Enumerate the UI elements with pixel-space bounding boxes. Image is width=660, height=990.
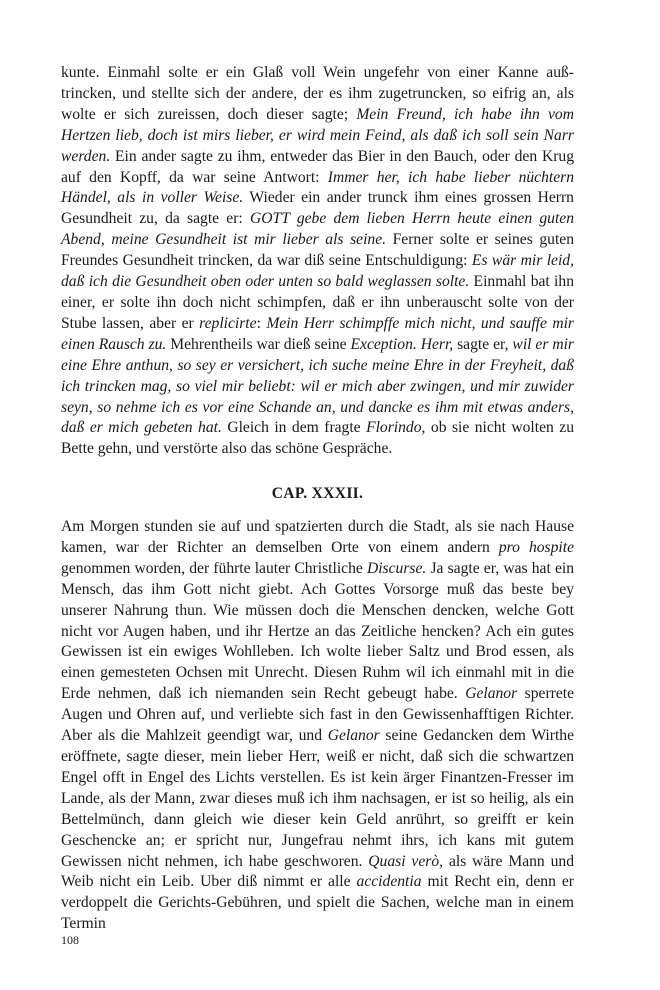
italic-run: accidentia xyxy=(356,873,422,891)
page-number: 108 xyxy=(61,933,79,947)
text-run: : xyxy=(256,314,267,332)
text-run: Am Morgen stunden sie auf und spatzierten durch die Stadt, als sie nach Hause kamen, war der Richter an demselben Orte von einem andern xyxy=(61,518,574,556)
italic-run: Discurse. xyxy=(366,559,427,577)
italic-run: Mein Herr schimpffe mich nicht, und sauffe mir einen Rausch zu. xyxy=(61,314,574,353)
italic-run: Gelanor xyxy=(327,727,380,745)
text-run: ob sie nicht wolten zu Bette gehn, und verstörte also das schöne Gespräche. xyxy=(61,419,574,458)
text-run: seine Gedancken dem Wirthe eröffnete, sagte dieser, mein lieber Herr, weiß er nicht, daß sich die schwartzen Engel offt in Engel des Lichts verstellen. Es ist kein ärger Finantzen-Fresser im Lande, als der Mann, zwar dieses muß ich ihm nachsagen, er ist so heilig, als ein Bettelmünch, dann gleich wie dieser kein Geld anrührt, so greifft er kein Geschencke an; er spricht nur, Jungefrau nehmt ihrs, ich kans mit gutem Gewissen nicht nehmen, ich habe geschworen. xyxy=(61,727,574,870)
text-run: sperrete Augen und Ohren auf, und verliebte sich fast in den Gewissenhafftigen Richter. Aber als die Mahlzeit geendigt war, und xyxy=(61,685,574,745)
text-run: Ja sagte er, was hat ein Mensch, das ihm Gott nicht giebt. Ach Gottes Vorsorge muß das beste bey unserer Nahrung thun. Wie müssen doch die Menschen dencken, welche Gott nicht vor Augen haben, und ihr Hertze an das Zeitliche hencken? Ach ein gutes Gewissen ist ein ewiges Wohlleben. Ich wolte lieber Saltz und Brod essen, als einen gemesteten Ochsen mit Unrecht. Diesen Ruhm wil ich einmahl mit in die Erde nehmen, daß ich niemanden sein Recht gebeugt habe. xyxy=(61,559,574,703)
text-run: Gleich in dem fragte xyxy=(221,419,367,437)
text-run: kunte. Einmahl solte er ein Glaß voll Wein ungefehr von einer Kanne außtrincken, und stellte sich der andere, der es ihm zugetruncken, so eifrig an, als wolte er sich zureissen, doch dieser sagte; xyxy=(61,64,574,123)
italic-run: Quasi verò, xyxy=(368,852,444,870)
text-run: als wäre Mann und Weib nicht ein Leib. Uber diß nimmt er alle xyxy=(61,852,575,891)
paragraph-1 xyxy=(61,63,574,460)
text-run: sagte er, xyxy=(453,335,513,353)
text-run: mit Recht ein, denn er verdoppelt die Gerichts-Gebühren, und spielt die Sachen, welche man in einem Termin xyxy=(61,873,574,933)
italic-run: Mein Freund, ich habe ihn vom Hertzen lieb, doch ist mirs lieber, er wird mein Feind, als daß ich soll sein Narr werden. xyxy=(61,105,574,165)
text-run: Wieder ein ander trunck ihm eines grossen Herrn Gesundheit zu, da sagte er: xyxy=(61,189,574,228)
text-run: Ferner solte er seines guten Freundes Gesundheit trincken, da war diß seine Entschuldigung: xyxy=(61,231,574,270)
italic-run: GOTT gebe dem lieben Herrn heute einen guten Abend, meine Gesundheit ist mir lieber als seine. xyxy=(61,210,574,249)
italic-run: Florindo, xyxy=(366,419,426,437)
chapter-heading: CAP. XXXII. xyxy=(271,485,364,502)
paragraph-2 xyxy=(61,517,574,935)
italic-run: Es wär mir leid, daß ich die Gesundheit oben oder unten so bald weglassen solte. xyxy=(61,252,574,291)
italic-run: Exception. Herr, xyxy=(350,335,454,353)
text-run: Einmahl bat ihn einer, er solte ihn doch nicht schimpfen, daß er ihn unberauscht solte von der Stube lassen, aber er xyxy=(61,273,574,332)
italic-run: wil er mir eine Ehre anthun, so sey er versichert, ich suche meine Ehre in der Freyheit, daß ich trincken mag, so viel mir beliebt: wil er mich aber zwingen, und mir zuwider seyn, so nehme ich es vor eine Schande an, und dancke es ihm mit etwas anders, daß er mich gebeten hat. xyxy=(61,335,575,437)
italic-run: pro hospite xyxy=(498,538,574,556)
italic-run: Immer her, ich habe lieber nüchtern Händel, als in voller Weise. xyxy=(61,168,574,207)
text-run: genommen worden, der führte lauter Christliche xyxy=(61,559,367,577)
italic-run: Gelanor xyxy=(465,685,518,703)
text-run: Mehrentheils war dieß seine xyxy=(166,335,351,353)
text-run: Ein ander sagte zu ihm, entweder das Bier in den Bauch, oder den Krug auf den Kopff, da war seine Antwort: xyxy=(61,147,574,186)
italic-run: replicirte xyxy=(199,314,257,332)
